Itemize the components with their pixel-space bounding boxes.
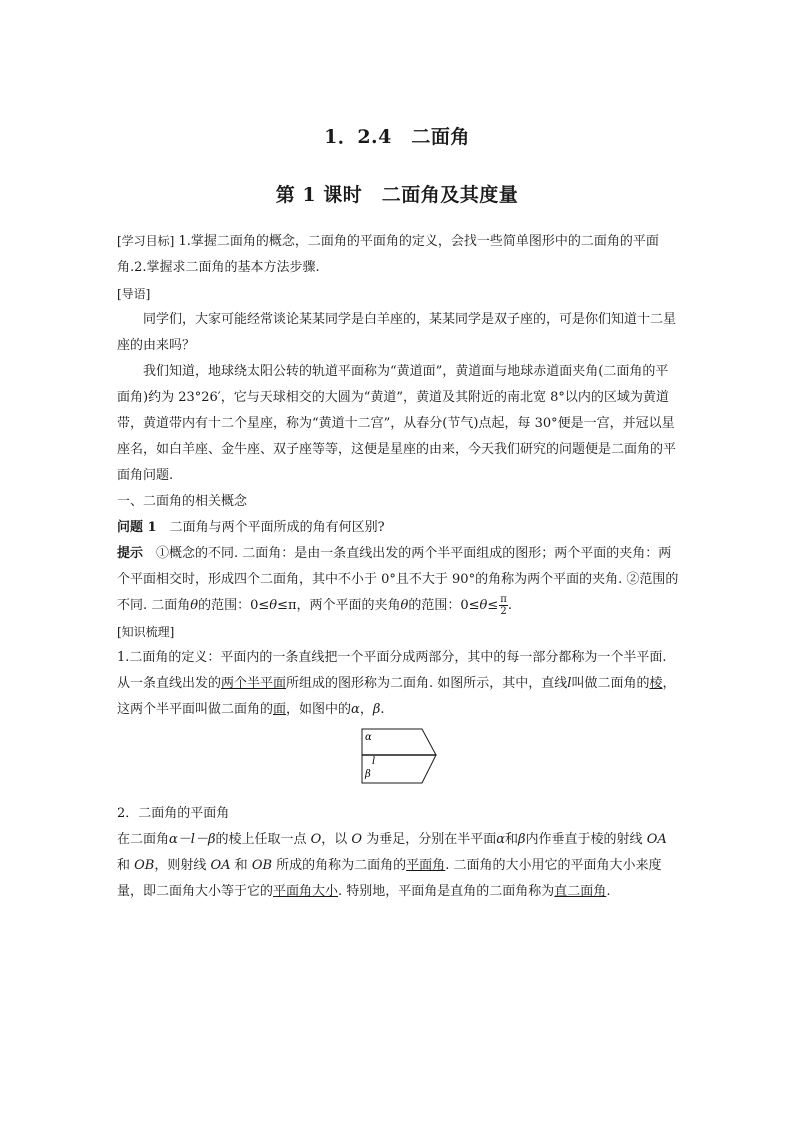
objectives-label: [学习目标] (117, 234, 175, 248)
underline-right-dihedral: 直二面角 (554, 884, 607, 899)
def2-text-g: 和 (117, 858, 135, 873)
fraction-numerator: π (500, 594, 507, 605)
def1-text-a: 1.二面角的定义：平面内的一条直线把一个平面分成两部分，其中的每一部分都称为一个半平面. 从一条直线出发的 (117, 650, 667, 691)
question-label: 问题 1 (117, 520, 157, 535)
underline-two-half-planes: 两个半平面 (221, 676, 287, 691)
underline-edge: 棱 (649, 676, 663, 691)
figure-label-l: l (372, 756, 376, 767)
symbol-beta: β (518, 832, 526, 847)
hint-text-5: ≤ (487, 598, 499, 613)
dihedral-angle-diagram (360, 727, 442, 795)
definition-1 (117, 645, 679, 723)
ray-oa: OA (646, 832, 667, 847)
def2-text-f: 内作垂直于棱的射线 (525, 832, 647, 847)
hint (117, 541, 679, 619)
symbol-alpha: α (351, 702, 360, 717)
hint-text-4: 的范围：0≤ (408, 598, 480, 613)
half-plane-alpha (362, 729, 436, 755)
lesson-title: 1．2.4 二面角 (324, 126, 470, 148)
document-body (117, 228, 679, 905)
def2-text-b: 的棱上任取一点 (215, 832, 311, 847)
symbol-beta: β (372, 702, 381, 717)
intro-label: [导语] (117, 287, 151, 301)
theta-symbol: θ (400, 598, 409, 613)
dihedral-angle-figure (117, 727, 679, 799)
underline-face: 面 (273, 702, 287, 717)
pi-over-2-fraction (499, 594, 508, 617)
theta-symbol: θ (190, 598, 199, 613)
def1-comma: ， (359, 702, 373, 717)
def2-text-c: ，以 (321, 832, 352, 847)
def2-text-e: 和 (505, 832, 519, 847)
hint-text-3: ≤π，两个平面的夹角 (277, 598, 401, 613)
hint-text-1: ①概念的不同. 二面角：是由一条直线出发的两个半平面组成的图形；两个平面的夹角：两个平面相交时，形成四个二面角，其中不小于 0°且不大于 90°的角称为两个平面的夹角. ②范围的不同. 二面角 (117, 546, 679, 613)
def1-text-e: ，如图中的 (286, 702, 352, 717)
underline-plane-angle: 平面角 (406, 858, 446, 873)
def1-text-c: 叫做二面角的 (571, 676, 650, 691)
fraction-denominator: 2 (500, 606, 507, 617)
def2-text-i: 和 (230, 858, 252, 873)
def2-text-d: 为垂足，分别在半平面 (362, 832, 497, 847)
learning-objectives (117, 228, 679, 281)
section-heading-1: 一、二面角的相关概念 (117, 494, 248, 509)
section-heading-2: 2．二面角的平面角 (117, 806, 230, 821)
figure-label-alpha: α (365, 732, 372, 743)
objectives-text: 1.掌握二面角的概念，二面角的平面角的定义，会找一些简单图形中的二面角的平面角.2.掌握求二面角的基本方法步骤. (117, 234, 659, 275)
hint-label: 提示 (117, 546, 144, 561)
hint-text-2: 的范围：0≤ (198, 598, 270, 613)
symbol-alpha: α (496, 832, 506, 847)
ray-ob: OB (251, 858, 273, 873)
question-1 (117, 515, 679, 541)
def1-period: . (380, 702, 385, 717)
def2-text-k: . 二面角的大小用它的平面角大小来度量，即二面角大小等于它的 (117, 858, 662, 899)
def2-text-m: . (606, 884, 611, 899)
knowledge-label: [知识梳理] (117, 625, 175, 639)
def1-text-d: ，这两个半平面叫做二面角的 (117, 676, 676, 717)
intro-paragraph-1: 同学们，大家可能经常谈论某某同学是白羊座的，某某同学是双子座的，可是你们知道十二星座的由来吗？ (117, 312, 677, 353)
point-o: O (310, 832, 322, 847)
question-text: 二面角与两个平面所成的角有何区别? (169, 520, 385, 535)
intro-paragraph-2: 我们知道，地球绕太阳公转的轨道平面称为“黄道面”，黄道面与地球赤道面夹角(二面角的平面角)约为 23°26′，它与天球相交的大圆为“黄道”，黄道及其附近的南北宽 8°以内的区域为黄道带，黄道带内有十二个星座，称为“黄道十二宫”，从春分(节气)点起，每 30°便是一宫，并冠以星座名，如白羊座、金牛座、双子座等等，这便是星座的由来，今天我们研究的问题便是二面角的平面角问题. (117, 364, 677, 483)
definition-2 (117, 827, 679, 905)
def2-text-l: . 特别地，平面角是直角的二面角称为 (338, 884, 555, 899)
dihedral-notation: α－l－β (169, 832, 216, 847)
lesson-subtitle: 第 1 课时 二面角及其度量 (275, 184, 519, 206)
def2-text-a: 在二面角 (117, 832, 170, 847)
underline-plane-angle-size: 平面角大小 (273, 884, 339, 899)
theta-symbol: θ (269, 598, 278, 613)
symbol-l: l (567, 676, 572, 691)
figure-label-beta: β (365, 769, 371, 780)
hint-end: . (507, 598, 512, 613)
def2-text-h: ，则射线 (154, 858, 211, 873)
ray-oa: OA (210, 858, 231, 873)
theta-symbol: θ (479, 598, 488, 613)
ray-ob: OB (134, 858, 155, 873)
def2-text-j: 所成的角称为二面角的 (272, 858, 407, 873)
point-o: O (351, 832, 363, 847)
def1-text-b: 所组成的图形称为二面角. 如图所示，其中，直线 (286, 676, 568, 691)
